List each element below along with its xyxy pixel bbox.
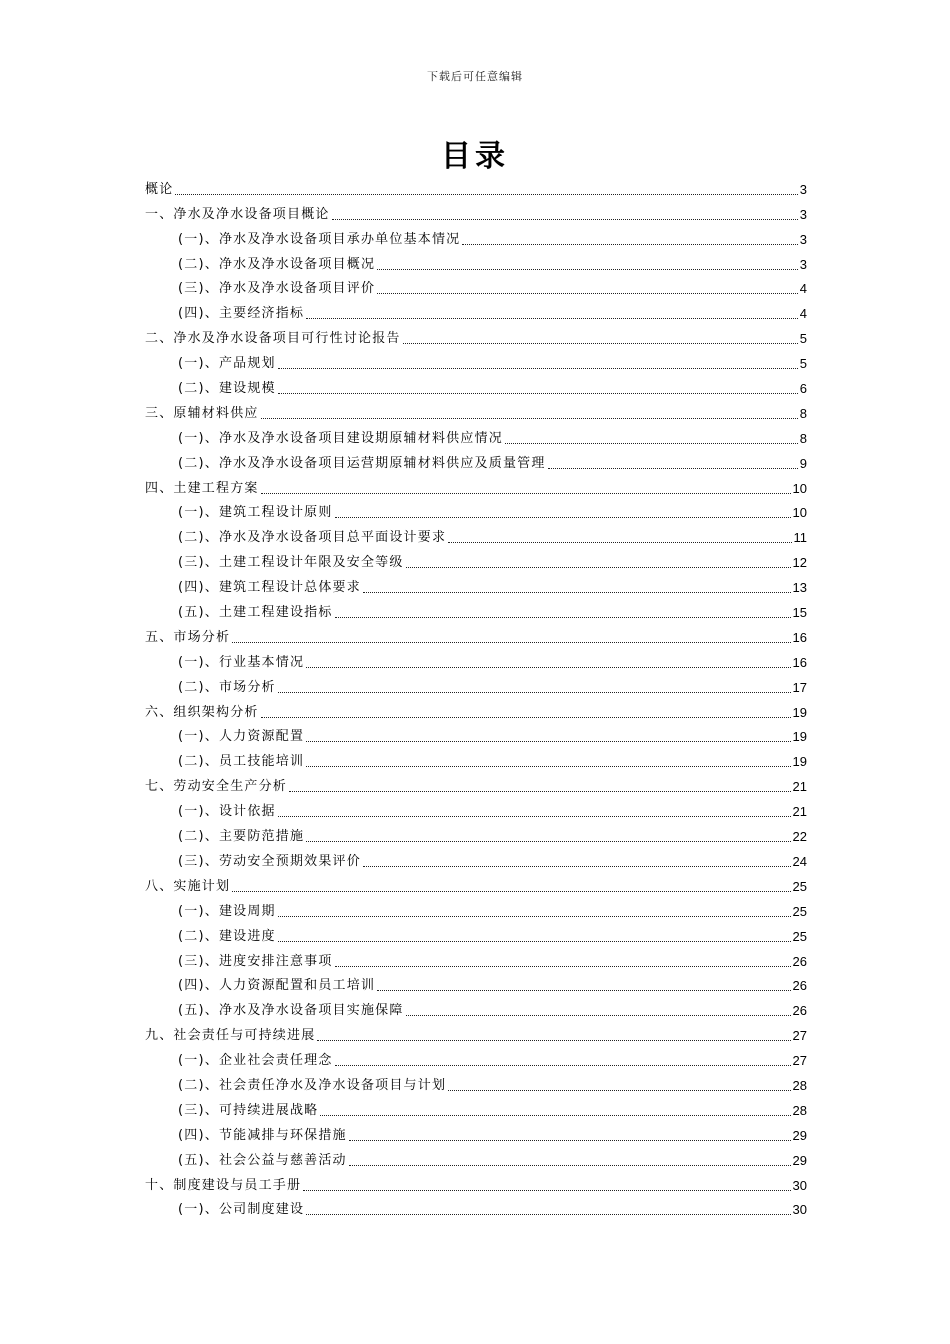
toc-entry-title: (五)、净水及净水设备项目实施保障 [178, 1003, 404, 1019]
dot-leader [303, 1190, 790, 1191]
toc-entry[interactable] [145, 698, 807, 723]
dot-leader [306, 318, 798, 319]
toc-entry-title: (二)、建设规模 [178, 381, 276, 397]
table-of-contents [145, 175, 807, 1220]
toc-entry-title: 八、实施计划 [145, 878, 231, 894]
toc-entry-title: (二)、主要防范措施 [178, 829, 305, 845]
toc-entry-title: (四)、节能减排与环保措施 [178, 1127, 347, 1143]
toc-entry-page-number: 24 [792, 853, 807, 869]
toc-entry[interactable] [145, 797, 807, 822]
toc-entry-page-number: 10 [792, 505, 807, 521]
toc-entry-page-number: 16 [792, 654, 807, 670]
toc-entry-title: (一)、行业基本情况 [178, 654, 305, 670]
toc-entry-page-number: 25 [792, 878, 807, 894]
toc-entry[interactable] [145, 598, 807, 623]
toc-entry-title: (一)、净水及净水设备项目建设期原辅材料供应情况 [178, 430, 503, 446]
toc-entry[interactable] [145, 474, 807, 499]
toc-entry[interactable] [145, 996, 807, 1021]
dot-leader [261, 418, 798, 419]
toc-entry-page-number: 3 [799, 231, 807, 247]
dot-leader [363, 592, 791, 593]
toc-entry-page-number: 26 [792, 1003, 807, 1019]
toc-entry[interactable] [145, 548, 807, 573]
toc-entry-title: (一)、公司制度建设 [178, 1202, 305, 1218]
toc-entry-page-number: 27 [792, 1028, 807, 1044]
toc-entry[interactable] [145, 349, 807, 374]
toc-entry[interactable] [145, 374, 807, 399]
toc-entry-title: (五)、社会公益与慈善活动 [178, 1152, 347, 1168]
dot-leader [306, 741, 790, 742]
header-note: 下载后可任意编辑 [427, 70, 523, 83]
toc-entry-title: (一)、企业社会责任理念 [178, 1053, 333, 1069]
toc-entry[interactable] [145, 1096, 807, 1121]
toc-entry[interactable] [145, 1071, 807, 1096]
toc-entry[interactable] [145, 200, 807, 225]
dot-leader [363, 866, 791, 867]
toc-entry-page-number: 4 [799, 306, 807, 322]
toc-entry-page-number: 11 [793, 530, 807, 546]
toc-entry-title: (一)、建筑工程设计原则 [178, 505, 333, 521]
dot-leader [306, 1214, 790, 1215]
toc-entry-title: (三)、进度安排注意事项 [178, 953, 333, 969]
toc-entry-page-number: 3 [799, 206, 807, 222]
dot-leader [448, 1090, 790, 1091]
toc-entry-page-number: 10 [792, 480, 807, 496]
toc-entry-title: 三、原辅材料供应 [145, 405, 259, 421]
toc-entry[interactable] [145, 424, 807, 449]
toc-entry-title: (一)、建设周期 [178, 903, 276, 919]
dot-leader [261, 493, 791, 494]
toc-entry-page-number: 3 [799, 256, 807, 272]
toc-entry-title: 七、劳动安全生产分析 [145, 779, 288, 795]
toc-entry[interactable] [145, 897, 807, 922]
toc-entry[interactable] [145, 747, 807, 772]
dot-leader [261, 717, 791, 718]
toc-entry[interactable] [145, 1121, 807, 1146]
toc-entry[interactable] [145, 772, 807, 797]
dot-leader [403, 343, 798, 344]
toc-entry-page-number: 5 [799, 356, 807, 372]
toc-entry-page-number: 16 [792, 629, 807, 645]
toc-entry-page-number: 19 [792, 704, 807, 720]
toc-entry-title: (四)、建筑工程设计总体要求 [178, 580, 361, 596]
toc-entry-title: (二)、净水及净水设备项目运营期原辅材料供应及质量管理 [178, 455, 546, 471]
toc-entry[interactable] [145, 1171, 807, 1196]
toc-entry-title: (二)、净水及净水设备项目概况 [178, 256, 376, 272]
toc-entry-page-number: 27 [792, 1053, 807, 1069]
toc-entry[interactable] [145, 250, 807, 275]
toc-entry-title: (二)、员工技能培训 [178, 754, 305, 770]
toc-entry-title: (二)、净水及净水设备项目总平面设计要求 [178, 530, 447, 546]
dot-leader [278, 916, 791, 917]
toc-entry-title: (二)、建设进度 [178, 928, 276, 944]
toc-entry[interactable] [145, 922, 807, 947]
toc-entry-page-number: 25 [792, 903, 807, 919]
toc-entry-title: 九、社会责任与可持续进展 [145, 1028, 316, 1044]
toc-entry-page-number: 12 [792, 555, 807, 571]
toc-entry-title: 五、市场分析 [145, 629, 231, 645]
toc-entry[interactable] [145, 947, 807, 972]
toc-entry-title: (四)、人力资源配置和员工培训 [178, 978, 376, 994]
toc-entry-page-number: 17 [792, 679, 807, 695]
dot-leader [175, 194, 797, 195]
toc-entry[interactable] [145, 449, 807, 474]
dot-leader [306, 766, 790, 767]
dot-leader [320, 1115, 790, 1116]
dot-leader [548, 468, 798, 469]
toc-entry-page-number: 26 [792, 978, 807, 994]
toc-entry-page-number: 4 [799, 281, 807, 297]
dot-leader [278, 941, 791, 942]
dot-leader [448, 542, 791, 543]
toc-entry-page-number: 30 [792, 1202, 807, 1218]
toc-entry[interactable] [145, 623, 807, 648]
toc-entry-title: 六、组织架构分析 [145, 704, 259, 720]
dot-leader [278, 393, 798, 394]
toc-entry[interactable] [145, 673, 807, 698]
toc-entry-page-number: 19 [792, 754, 807, 770]
toc-entry[interactable] [145, 399, 807, 424]
toc-entry-title: (一)、设计依据 [178, 804, 276, 820]
dot-leader [306, 667, 790, 668]
dot-leader [278, 692, 791, 693]
toc-entry-title: (二)、社会责任净水及净水设备项目与计划 [178, 1077, 447, 1093]
toc-entry-title: (五)、土建工程建设指标 [178, 605, 333, 621]
toc-entry[interactable] [145, 275, 807, 300]
toc-entry[interactable] [145, 499, 807, 524]
toc-entry-page-number: 15 [792, 605, 807, 621]
toc-entry-title: 十、制度建设与员工手册 [145, 1177, 302, 1193]
dot-leader [332, 219, 798, 220]
toc-entry-title: (一)、产品规划 [178, 356, 276, 372]
dot-leader [232, 891, 790, 892]
toc-entry-page-number: 19 [792, 729, 807, 745]
toc-entry-page-number: 5 [799, 331, 807, 347]
toc-entry-title: (三)、土建工程设计年限及安全等级 [178, 555, 404, 571]
toc-entry-page-number: 28 [792, 1102, 807, 1118]
dot-leader [335, 966, 791, 967]
toc-entry-page-number: 3 [799, 181, 807, 197]
toc-entry-page-number: 13 [792, 580, 807, 596]
toc-entry[interactable] [145, 1196, 807, 1221]
dot-leader [335, 517, 791, 518]
dot-leader [349, 1140, 791, 1141]
toc-entry[interactable] [145, 822, 807, 847]
toc-entry-title: 概论 [145, 181, 174, 197]
toc-entry[interactable] [145, 299, 807, 324]
toc-entry[interactable] [145, 1046, 807, 1071]
dot-leader [377, 293, 798, 294]
toc-entry[interactable] [145, 1021, 807, 1046]
toc-entry[interactable] [145, 175, 807, 200]
dot-leader [278, 816, 791, 817]
toc-entry[interactable] [145, 573, 807, 598]
toc-entry-title: (三)、净水及净水设备项目评价 [178, 281, 376, 297]
dot-leader [335, 1065, 791, 1066]
toc-entry-page-number: 21 [792, 779, 807, 795]
toc-entry-page-number: 29 [792, 1127, 807, 1143]
toc-entry-page-number: 22 [792, 829, 807, 845]
toc-entry[interactable] [145, 972, 807, 997]
toc-entry-title: 四、土建工程方案 [145, 480, 259, 496]
dot-leader [462, 244, 797, 245]
toc-entry-page-number: 8 [799, 430, 807, 446]
toc-entry-page-number: 8 [799, 405, 807, 421]
dot-leader [377, 990, 790, 991]
toc-entry-page-number: 30 [792, 1177, 807, 1193]
toc-entry-title: (二)、市场分析 [178, 679, 276, 695]
dot-leader [289, 791, 791, 792]
toc-entry-page-number: 9 [799, 455, 807, 471]
toc-entry-page-number: 21 [792, 804, 807, 820]
dot-leader [505, 443, 798, 444]
dot-leader [306, 841, 790, 842]
dot-leader [278, 368, 798, 369]
toc-entry-page-number: 28 [792, 1077, 807, 1093]
dot-leader [377, 269, 798, 270]
dot-leader [317, 1040, 790, 1041]
toc-entry[interactable] [145, 1146, 807, 1171]
dot-leader [349, 1165, 791, 1166]
toc-entry-page-number: 29 [792, 1152, 807, 1168]
toc-entry-page-number: 6 [799, 381, 807, 397]
dot-leader [335, 617, 791, 618]
dot-leader [232, 642, 790, 643]
dot-leader [406, 1015, 791, 1016]
toc-entry[interactable] [145, 648, 807, 673]
page-title: 目录 [441, 139, 509, 174]
toc-entry-title: (一)、净水及净水设备项目承办单位基本情况 [178, 231, 461, 247]
dot-leader [406, 567, 791, 568]
toc-entry-title: 二、净水及净水设备项目可行性讨论报告 [145, 331, 401, 347]
toc-entry-title: (三)、劳动安全预期效果评价 [178, 853, 361, 869]
toc-entry[interactable] [145, 225, 807, 250]
toc-entry-page-number: 25 [792, 928, 807, 944]
toc-entry[interactable] [145, 872, 807, 897]
toc-entry[interactable] [145, 723, 807, 748]
toc-entry-title: (四)、主要经济指标 [178, 306, 305, 322]
toc-entry-title: 一、净水及净水设备项目概论 [145, 206, 330, 222]
toc-entry-page-number: 26 [792, 953, 807, 969]
toc-entry-title: (一)、人力资源配置 [178, 729, 305, 745]
toc-entry[interactable] [145, 523, 807, 548]
toc-entry-title: (三)、可持续进展战略 [178, 1102, 319, 1118]
toc-entry[interactable] [145, 847, 807, 872]
toc-entry[interactable] [145, 324, 807, 349]
